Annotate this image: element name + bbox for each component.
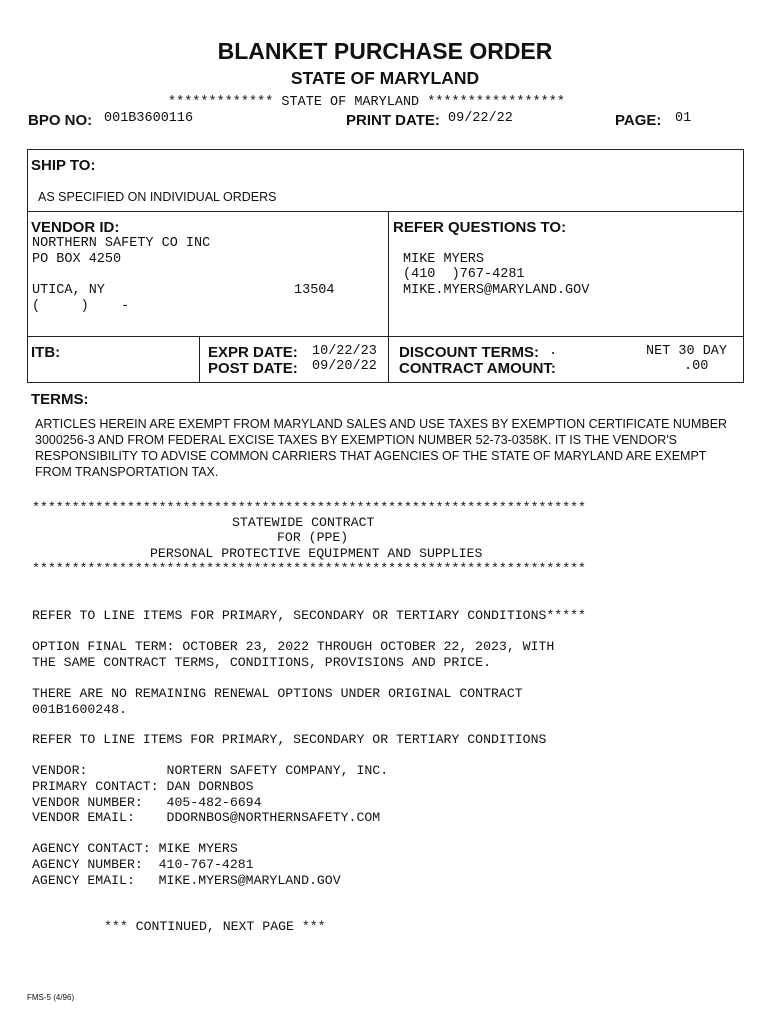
divider (388, 211, 389, 383)
option-term: OPTION FINAL TERM: OCTOBER 23, 2022 THROUGH OCTOBER 22, 2023, WITH (32, 639, 555, 654)
option-term: THE SAME CONTRACT TERMS, CONDITIONS, PROVISIONS AND PRICE. (32, 655, 491, 670)
post-date-label: POST DATE: (208, 360, 298, 377)
refer-line-items: REFER TO LINE ITEMS FOR PRIMARY, SECONDARY OR TERTIARY CONDITIONS (32, 732, 547, 747)
vendor-phone: ( ) - (32, 299, 130, 314)
agency-info-line: AGENCY NUMBER: 410-767-4281 (32, 857, 254, 872)
vendor-id-label: VENDOR ID: (31, 219, 120, 236)
discount-terms-value: NET 30 DAY (646, 344, 728, 359)
page-label: PAGE: (615, 112, 662, 129)
divider (27, 211, 744, 212)
ship-to-value: AS SPECIFIED ON INDIVIDUAL ORDERS (38, 190, 277, 204)
renewal-note: THERE ARE NO REMAINING RENEWAL OPTIONS UNDER ORIGINAL CONTRACT (32, 686, 523, 701)
agency-info-line: AGENCY CONTACT: MIKE MYERS (32, 841, 238, 856)
form-grid (27, 149, 744, 383)
refer-line-items: REFER TO LINE ITEMS FOR PRIMARY, SECONDARY OR TERTIARY CONDITIONS***** (32, 608, 586, 623)
vendor-city: UTICA, NY (32, 283, 105, 298)
discount-terms-dot: . (549, 344, 558, 359)
vendor-info-line: VENDOR NUMBER: 405-482-6694 (32, 795, 262, 810)
contract-amount-label: CONTRACT AMOUNT: (399, 360, 556, 377)
contract-amount-value: .00 (684, 359, 709, 374)
vendor-info-line: VENDOR: NORTERN SAFETY COMPANY, INC. (32, 763, 389, 778)
vendor-info-line: PRIMARY CONTACT: DAN DORNBOS (32, 779, 254, 794)
expr-date-label: EXPR DATE: (208, 344, 298, 361)
print-date-value: 09/22/22 (448, 111, 513, 126)
contract-title: STATEWIDE CONTRACT (232, 515, 375, 530)
ship-to-label: SHIP TO: (31, 157, 96, 174)
refer-questions-label: REFER QUESTIONS TO: (393, 219, 567, 236)
contact-name: MIKE MYERS (403, 252, 485, 267)
vendor-address: PO BOX 4250 (32, 252, 122, 267)
page-number: 01 (675, 111, 692, 126)
contact-email: MIKE.MYERS@MARYLAND.GOV (403, 283, 590, 298)
terms-label: TERMS: (31, 391, 89, 408)
discount-terms-label: DISCOUNT TERMS: (399, 344, 539, 361)
renewal-note: 001B1600248. (32, 702, 127, 717)
agency-info-line: AGENCY EMAIL: MIKE.MYERS@MARYLAND.GOV (32, 873, 341, 888)
header-banner: ************* STATE OF MARYLAND ***************** (168, 95, 565, 110)
bpo-label: BPO NO: (28, 112, 93, 129)
vendor-zip: 13504 (294, 283, 335, 298)
vendor-info-line: VENDOR EMAIL: DDORNBOS@NORTHERNSAFETY.COM (32, 810, 381, 825)
contract-subtitle: FOR (PPE) (277, 530, 349, 545)
contract-description: PERSONAL PROTECTIVE EQUIPMENT AND SUPPLIES (150, 546, 483, 561)
bpo-number: 001B3600116 (104, 111, 194, 126)
stars-divider: ********************************************************************** (32, 500, 586, 515)
form-id: FMS-5 (4/96) (27, 993, 75, 1002)
page-title: BLANKET PURCHASE ORDER (217, 38, 553, 64)
continued-note: *** CONTINUED, NEXT PAGE *** (104, 919, 326, 934)
vendor-name: NORTHERN SAFETY CO INC (32, 236, 211, 251)
print-date-label: PRINT DATE: (346, 112, 440, 129)
page-subtitle: STATE OF MARYLAND (290, 68, 480, 88)
divider (199, 336, 200, 383)
divider (27, 336, 744, 337)
post-date-value: 09/20/22 (312, 359, 377, 374)
contact-phone: (410 )767-4281 (403, 267, 525, 282)
itb-label: ITB: (31, 344, 61, 361)
expr-date-value: 10/22/23 (312, 344, 377, 359)
stars-divider: ********************************************************************** (32, 561, 586, 576)
terms-text: ARTICLES HEREIN ARE EXEMPT FROM MARYLAND SALES AND USE TAXES BY EXEMPTION CERTIFICATE NUMBER 3000256-3 AND FROM FEDERAL EXCISE TAXES BY EXEMPTION NUMBER 52-73-0358K. IT IS THE VENDOR'S RESPONSIBILITY TO ADVISE COMMON CARRIERS THAT AGENCIES OF THE STATE OF MARYLAND ARE EXEMPT FROM TRANSPORTATION TAX. (35, 417, 728, 479)
